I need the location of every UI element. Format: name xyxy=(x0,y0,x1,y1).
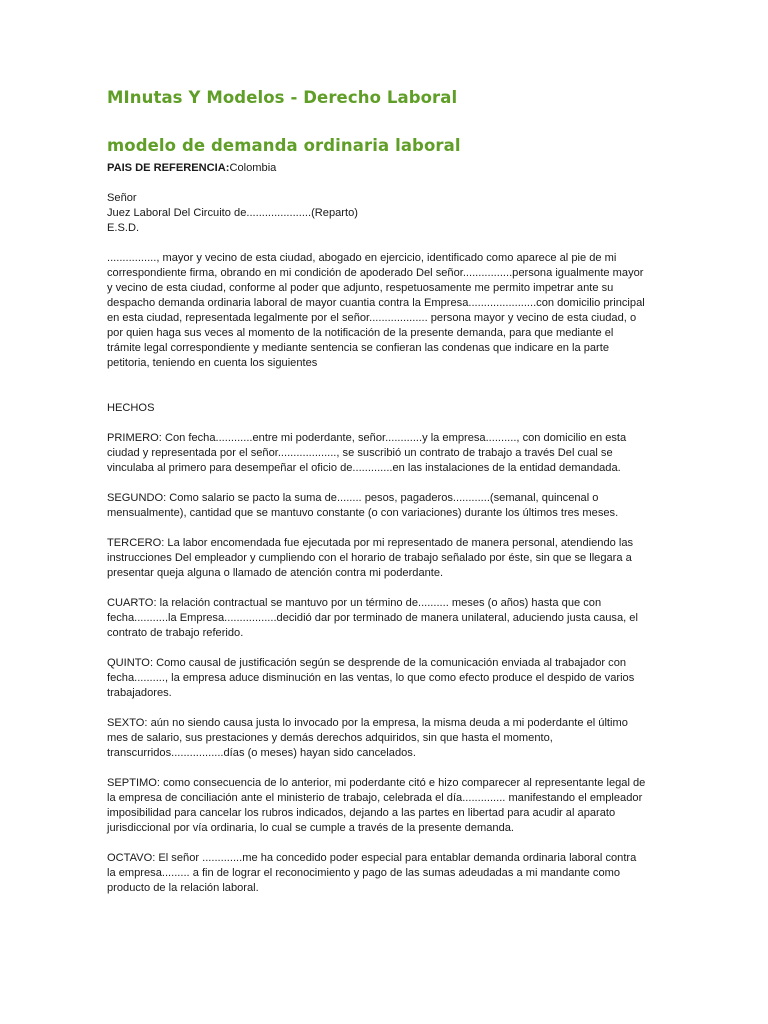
fact-paragraph-quinto: QUINTO: Como causal de justificación según se desprende de la comunicación enviada al trabajador con fecha.........., la empresa aduce disminución en las ventas, lo que como efecto produce el despido de varios trabajadores. xyxy=(107,657,635,699)
document-title: MInutas Y Modelos - Derecho Laboral xyxy=(107,88,458,107)
reference-label: PAIS DE REFERENCIA: xyxy=(107,162,230,174)
document-body xyxy=(107,161,647,896)
fact-paragraph-tercero: TERCERO: La labor encomendada fue ejecutada por mi representado de manera personal, atendiendo las instrucciones Del empleador y cumpliendo con el horario de trabajo señalado por éste, sin que se llegara a presentar queja alguna o llamado de atención contra mi poderdante. xyxy=(107,537,634,579)
fact-paragraph-octavo: OCTAVO: El señor .............me ha concedido poder especial para entablar demanda ordinaria laboral contra la empresa......... a fin de lograr el reconocimiento y pago de las sumas adeudadas a mi mandante como producto de la relación laboral. xyxy=(107,852,637,894)
fact-paragraph-primero: PRIMERO: Con fecha............entre mi poderdante, señor............y la empresa.........., con domicilio en esta ciudad y representada por el señor..................., se suscribió un contrato de trabajo a través Del cual se vinculaba al primero para desempeñar el oficio de.............en las instalaciones de la entidad demandada. xyxy=(107,432,627,474)
reference-line xyxy=(107,161,647,176)
section-heading-hechos: HECHOS xyxy=(107,402,155,414)
address-esd: E.S.D. xyxy=(107,222,140,234)
reference-value: Colombia xyxy=(229,162,277,174)
fact-paragraph-sexto: SEXTO: aún no siendo causa justa lo invocado por la empresa, la misma deuda a mi poderdante el último mes de salario, sus prestaciones y demás derechos adquiridos, sin que hasta el momento, transcurridos.................días (o meses) hayan sido cancelados. xyxy=(107,717,628,759)
intro-paragraph: ................, mayor y vecino de esta ciudad, abogado en ejercicio, identificado como aparece al pie de mi correspondiente firma, obrando en mi condición de apoderado Del señor................persona igualmente mayor y vecino de esta ciudad, conforme al poder que adjunto, respetuosamente me permito impetrar ante su despacho demanda ordinaria laboral de mayor cuantia contra la Empresa......................con domicilio principal en esta ciudad, representada legalmente por el señor................... persona mayor y vecino de esta ciudad, o por quien haga sus veces al momento de la notificación de la presente demanda, para que mediante el trámite legal correspondiente y mediante sentencia se confieran las condenas que indicare en la parte petitoria, teniendo en cuenta los siguientes xyxy=(107,252,645,369)
fact-paragraph-segundo: SEGUNDO: Como salario se pacto la suma de........ pesos, pagaderos............(semanal, quincenal o mensualmente), cantidad que se mantuvo constante (o con variaciones) durante los últimos tres meses. xyxy=(107,492,619,519)
fact-paragraph-septimo: SEPTIMO: como consecuencia de lo anterior, mi poderdante citó e hizo comparecer al representante legal de la empresa de conciliación ante el ministerio de trabajo, celebrada el día.............. manifestando el empleador imposibilidad para cancelar los rubros indicados, dejando a las partes en libertad para acudir al aparato jurisdiccional por vía ordinaria, lo cual se cumple a través de la presente demanda. xyxy=(107,777,646,834)
address-court: Juez Laboral Del Circuito de.....................(Reparto) xyxy=(107,207,358,219)
document-subtitle: modelo de demanda ordinaria laboral xyxy=(107,136,461,155)
fact-paragraph-cuarto: CUARTO: la relación contractual se mantuvo por un término de.......... meses (o años) hasta que con fecha...........la Empresa.................decidió dar por terminado de manera unilateral, aduciendo justa causa, el contrato de trabajo referido. xyxy=(107,597,638,639)
address-salutation: Señor xyxy=(107,192,137,204)
